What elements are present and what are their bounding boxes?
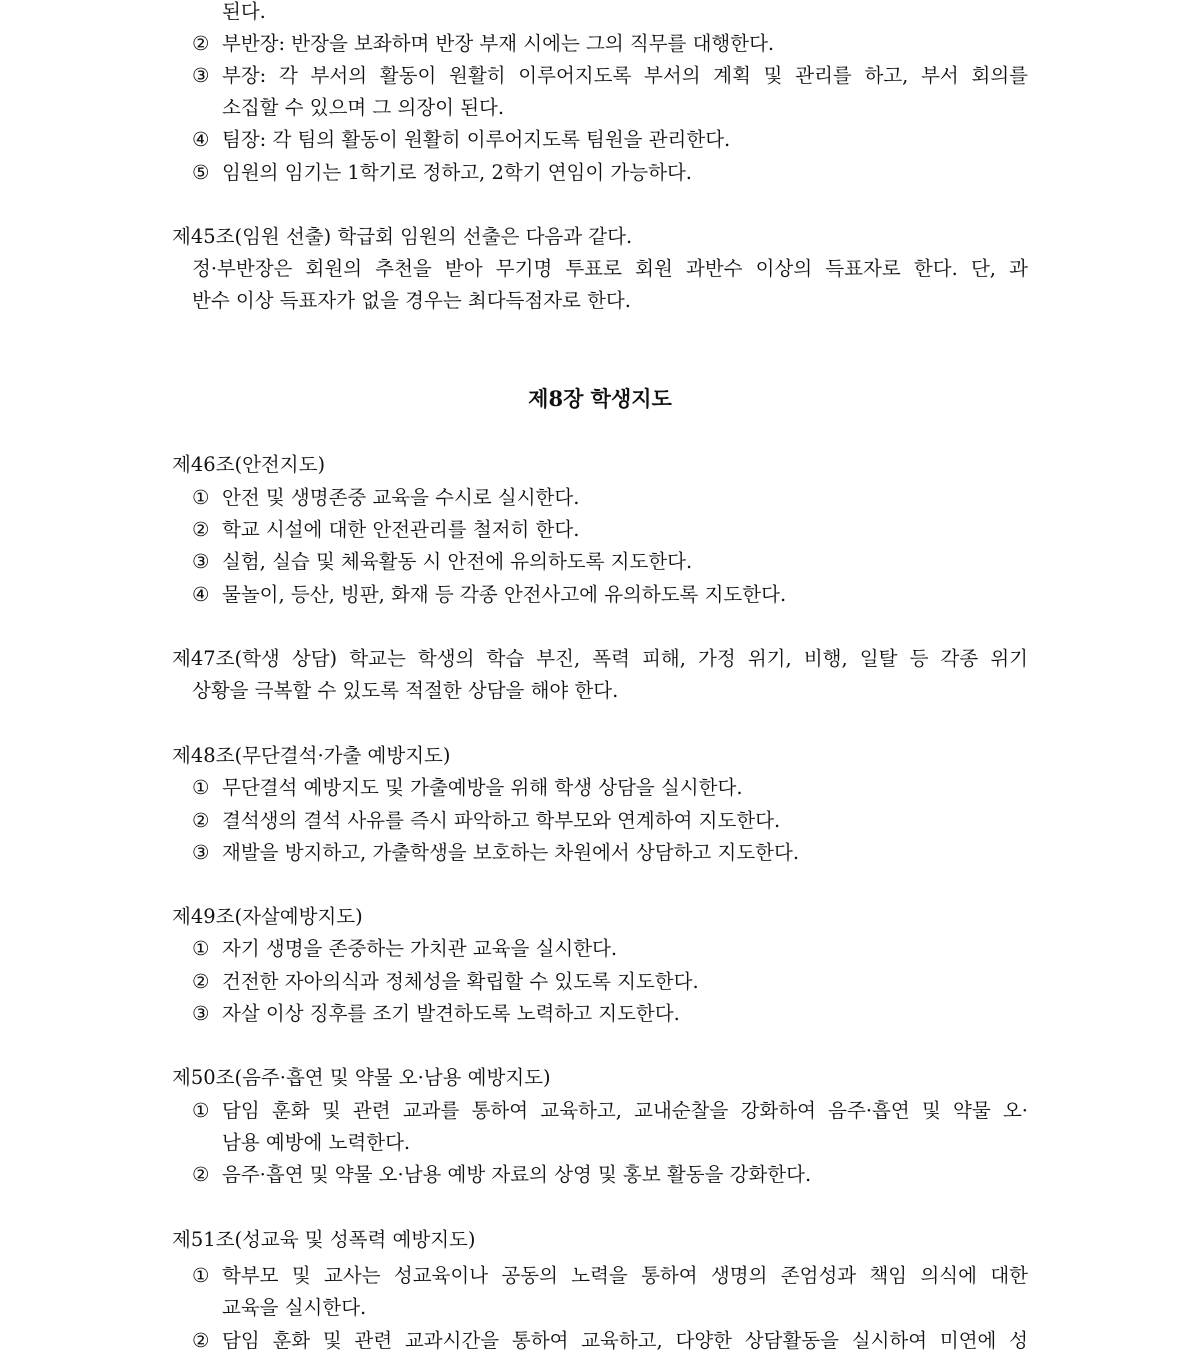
item-number: ② (192, 1163, 210, 1186)
list-item: ② 결석생의 결석 사유를 즉시 파악하고 학부모와 연계하여 지도한다. (192, 805, 1028, 837)
item-number: ② (192, 1329, 210, 1352)
item-number: ① (192, 1264, 210, 1287)
article-heading: 제48조(무단결석·가출 예방지도) (172, 744, 451, 767)
item-number: ④ (192, 583, 210, 606)
item-number: ② (192, 970, 210, 993)
text-line: 된다. (222, 0, 266, 23)
list-item: ② 담임 훈화 및 관련 교과시간을 통하여 교육하고, 다양한 상담활동을 실시하여 미연에 성 (192, 1325, 1028, 1357)
article-heading: 제49조(자살예방지도) (172, 905, 363, 928)
text-line: 남용 예방에 노력한다. (222, 1131, 411, 1154)
item-number: ② (192, 518, 210, 541)
list-item: ③ 실험, 실습 및 체육활동 시 안전에 유의하도록 지도한다. (192, 546, 1028, 578)
item-number: ① (192, 776, 210, 799)
text-line: 소집할 수 있으며 그 의장이 된다. (222, 96, 505, 119)
item-number: ③ (192, 64, 210, 87)
article-heading: 제45조(임원 선출) 학급회 임원의 선출은 다음과 같다. (172, 225, 633, 248)
item-number: ⑤ (192, 161, 210, 184)
chapter-title: 제8장 학생지도 (528, 386, 672, 411)
list-item: ③ 자살 이상 징후를 조기 발견하도록 노력하고 지도한다. (192, 998, 1028, 1030)
list-item: ③ 재발을 방지하고, 가출학생을 보호하는 차원에서 상담하고 지도한다. (192, 837, 1028, 869)
item-number: ③ (192, 550, 210, 573)
article-heading: 제47조(학생 상담) 학교는 학생의 학습 부진, 폭력 피해, 가정 위기, 비행, 일탈 등 각종 위기 (172, 647, 1028, 670)
article-heading: 제46조(안전지도) (172, 453, 326, 476)
item-number: ① (192, 486, 210, 509)
text-line: 상황을 극복할 수 있도록 적절한 상담을 해야 한다. (192, 679, 619, 702)
article-heading: 제50조(음주·흡연 및 약물 오·남용 예방지도) (172, 1066, 551, 1089)
list-item: ① 담임 훈화 및 관련 교과를 통하여 교육하고, 교내순찰을 강화하여 음주·흡연 및 약물 오· (192, 1095, 1028, 1127)
list-item: ② 건전한 자아의식과 정체성을 확립할 수 있도록 지도한다. (192, 966, 1028, 998)
list-item: ② 부반장: 반장을 보좌하며 반장 부재 시에는 그의 직무를 대행한다. (192, 28, 1028, 60)
text-line: 반수 이상 득표자가 없을 경우는 최다득점자로 한다. (192, 289, 631, 312)
item-number: ① (192, 1099, 210, 1122)
article-heading: 제51조(성교육 및 성폭력 예방지도) (172, 1228, 476, 1251)
list-item: ④ 물놀이, 등산, 빙판, 화재 등 각종 안전사고에 유의하도록 지도한다. (192, 579, 1028, 611)
item-number: ③ (192, 1002, 210, 1025)
list-item: ③ 부장: 각 부서의 활동이 원활히 이루어지도록 부서의 계획 및 관리를 하고, 부서 회의를 (192, 60, 1028, 92)
item-number: ② (192, 809, 210, 832)
list-item: ① 자기 생명을 존중하는 가치관 교육을 실시한다. (192, 933, 1028, 965)
list-item: ① 안전 및 생명존중 교육을 수시로 실시한다. (192, 482, 1028, 514)
text-line: 정·부반장은 회원의 추천을 받아 무기명 투표로 회원 과반수 이상의 득표자로 한다. 단, 과 (192, 257, 1028, 280)
item-number: ② (192, 32, 210, 55)
item-number: ① (192, 937, 210, 960)
list-item: ② 음주·흡연 및 약물 오·남용 예방 자료의 상영 및 홍보 활동을 강화한다. (192, 1159, 1028, 1191)
list-item: ② 학교 시설에 대한 안전관리를 철저히 한다. (192, 514, 1028, 546)
item-number: ③ (192, 841, 210, 864)
list-item: ① 무단결석 예방지도 및 가출예방을 위해 학생 상담을 실시한다. (192, 772, 1028, 804)
list-item: ① 학부모 및 교사는 성교육이나 공동의 노력을 통하여 생명의 존엄성과 책임 의식에 대한 (192, 1260, 1028, 1292)
text-line: 교육을 실시한다. (222, 1296, 367, 1319)
list-item: ④ 팀장: 각 팀의 활동이 원활히 이루어지도록 팀원을 관리한다. (192, 124, 1028, 156)
item-number: ④ (192, 128, 210, 151)
list-item: ⑤ 임원의 임기는 1학기로 정하고, 2학기 연임이 가능하다. (192, 157, 1028, 189)
